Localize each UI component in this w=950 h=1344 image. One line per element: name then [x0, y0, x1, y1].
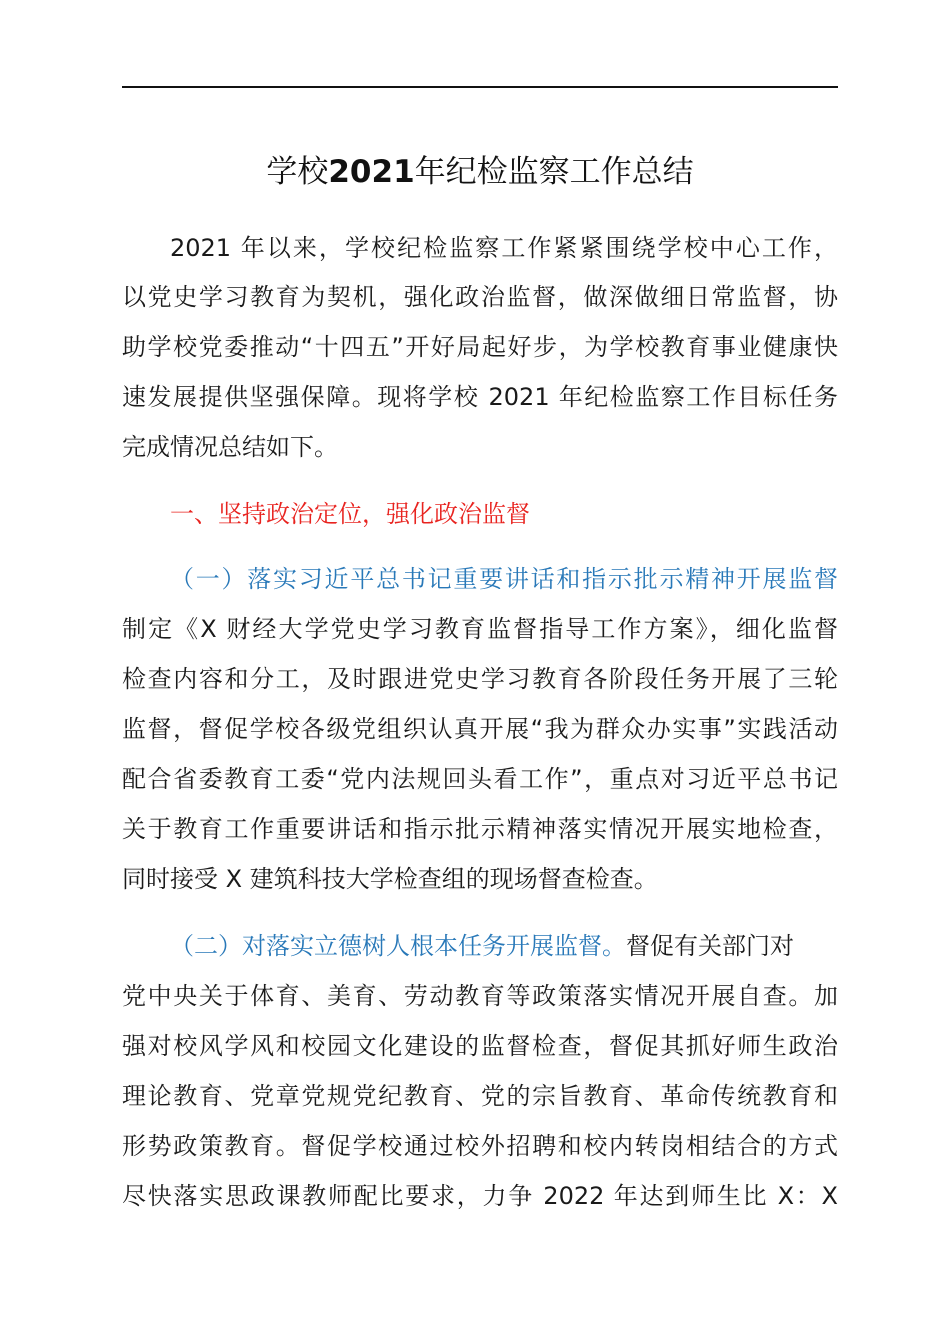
sub1-line-2: 检查内容和分工，及时跟进党史学习教育各阶段任务开展了三轮	[122, 665, 838, 693]
intro-line-1: 2021 年以来，学校纪检监察工作紧紧围绕学校中心工作，	[170, 234, 838, 262]
document-title	[122, 150, 838, 194]
sub2-line-1: 党中央关于体育、美育、劳动教育等政策落实情况开展自查。加	[122, 982, 838, 1010]
title-year: 2021	[328, 154, 415, 190]
header-rule	[122, 86, 838, 88]
subsection-1-heading: （一）落实习近平总书记重要讲话和指示批示精神开展监督	[170, 565, 838, 593]
sub1-line-5: 关于教育工作重要讲话和指示批示精神落实情况开展实地检查，	[122, 815, 838, 843]
title-prefix: 学校	[266, 154, 329, 190]
sub2-first-line-tail: 督促有关部门对	[626, 932, 794, 960]
intro-line-2: 以党史学习教育为契机，强化政治监督，做深做细日常监督，协	[122, 283, 838, 311]
sub2-line-4: 形势政策教育。督促学校通过校外招聘和校内转岗相结合的方式	[122, 1132, 838, 1160]
section-1-heading: 一、坚持政治定位，强化政治监督	[170, 500, 530, 528]
sub2-line-5: 尽快落实思政课教师配比要求，力争 2022 年达到师生比 X：X	[122, 1182, 838, 1210]
sub2-line-3: 理论教育、党章党规党纪教育、党的宗旨教育、革命传统教育和	[122, 1082, 838, 1110]
intro-line-4: 速发展提供坚强保障。现将学校 2021 年纪检监察工作目标任务	[122, 383, 838, 411]
title-suffix: 年纪检监察工作总结	[414, 154, 694, 190]
sub1-line-1: 制定《X 财经大学党史学习教育监督指导工作方案》，细化监督	[122, 615, 838, 643]
intro-line-3: 助学校党委推动“十四五”开好局起好步，为学校教育事业健康快	[122, 333, 838, 361]
sub1-line-4: 配合省委教育工委“党内法规回头看工作”，重点对习近平总书记	[122, 765, 838, 793]
subsection-2-first-line	[170, 928, 838, 964]
sub1-line-6: 同时接受 X 建筑科技大学检查组的现场督查检查。	[122, 865, 658, 893]
intro-line-5: 完成情况总结如下。	[122, 433, 338, 461]
sub1-line-3: 监督，督促学校各级党组织认真开展“我为群众办实事”实践活动	[122, 715, 838, 743]
subsection-2-heading: （二）对落实立德树人根本任务开展监督。	[170, 932, 626, 960]
sub2-line-2: 强对校风学风和校园文化建设的监督检查，督促其抓好师生政治	[122, 1032, 838, 1060]
